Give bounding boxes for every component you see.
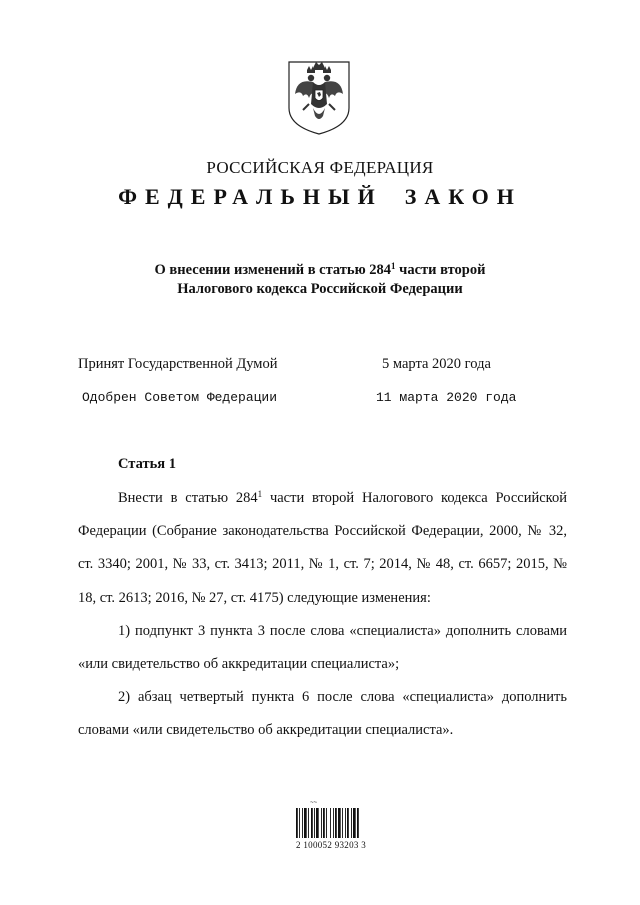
barcode-bar <box>314 808 315 838</box>
law-title <box>60 261 580 299</box>
article-item-2: 2) абзац четвертый пункта 6 после слова «специалиста» дополнить словами «или свидетельство об аккредитации специалиста». <box>78 689 567 739</box>
law-title-text-end: части второй <box>395 262 486 278</box>
barcode-bar <box>316 808 319 838</box>
barcode-bar <box>304 808 307 838</box>
barcode-icon <box>296 808 380 838</box>
barcode-bar <box>321 808 322 838</box>
duma-label: Принят Государственной Думой <box>78 356 278 372</box>
barcode-bar <box>333 808 334 838</box>
barcode-bar <box>351 808 352 838</box>
article-body <box>78 482 567 748</box>
document-type-word-1: ФЕДЕРАЛЬНЫЙ <box>118 184 383 209</box>
barcode-bar <box>326 808 327 838</box>
barcode-bar <box>342 808 343 838</box>
article-item-1: 1) подпункт 3 пункта 3 после слова «специалиста» дополнить словами «или свидетельство об аккредитации специалиста»; <box>78 622 567 673</box>
law-title-text: О внесении изменений в статью 284 <box>154 262 392 278</box>
barcode <box>296 800 380 856</box>
barcode-bar <box>302 808 303 838</box>
council-label: Одобрен Советом Федерации <box>82 390 278 405</box>
coat-of-arms-icon <box>287 60 351 136</box>
barcode-bar <box>330 808 331 838</box>
barcode-tag-icon: ~~ <box>310 800 318 806</box>
barcode-number: 2 100052 93203 3 <box>296 840 367 850</box>
barcode-bar <box>299 808 300 838</box>
law-title-line-1 <box>60 261 580 280</box>
barcode-bar <box>345 808 346 838</box>
barcode-bar <box>311 808 313 838</box>
article-intro-text: Внести в статью 284 <box>118 490 258 506</box>
barcode-bar <box>308 808 309 838</box>
barcode-bar <box>335 808 337 838</box>
barcode-bar <box>353 808 356 838</box>
article-intro-text-end: части второй Налогового кодекса Российской Федерации (Собрание законодательства Российской Федерации, 2000, № 32, ст. 3340; 2001, № 33, ст. 3413; 2011, № 1, ст. 7; 2014, № 48, ст. 6657; 2015, № 18, ст. 2613; 2016, № 27, ст. 4175) следующие изменения: <box>78 490 567 606</box>
duma-date: 5 марта 2020 года <box>382 356 491 372</box>
country-name: РОССИЙСКАЯ ФЕДЕРАЦИЯ <box>206 158 434 177</box>
council-date: 11 марта 2020 года <box>376 390 517 405</box>
barcode-bar <box>338 808 341 838</box>
document-type <box>0 184 640 210</box>
barcode-bar <box>296 808 298 838</box>
article-heading: Статья 1 <box>118 456 176 472</box>
barcode-bar <box>323 808 325 838</box>
document-type-word-2: ЗАКОН <box>404 184 522 209</box>
barcode-bar <box>347 808 349 838</box>
law-title-line-2: Налогового кодекса Российской Федерации <box>177 281 463 297</box>
barcode-bar <box>357 808 359 838</box>
article-intro <box>78 482 567 615</box>
law-title-superscript: 1 <box>391 261 396 271</box>
article-intro-superscript: 1 <box>257 489 263 499</box>
